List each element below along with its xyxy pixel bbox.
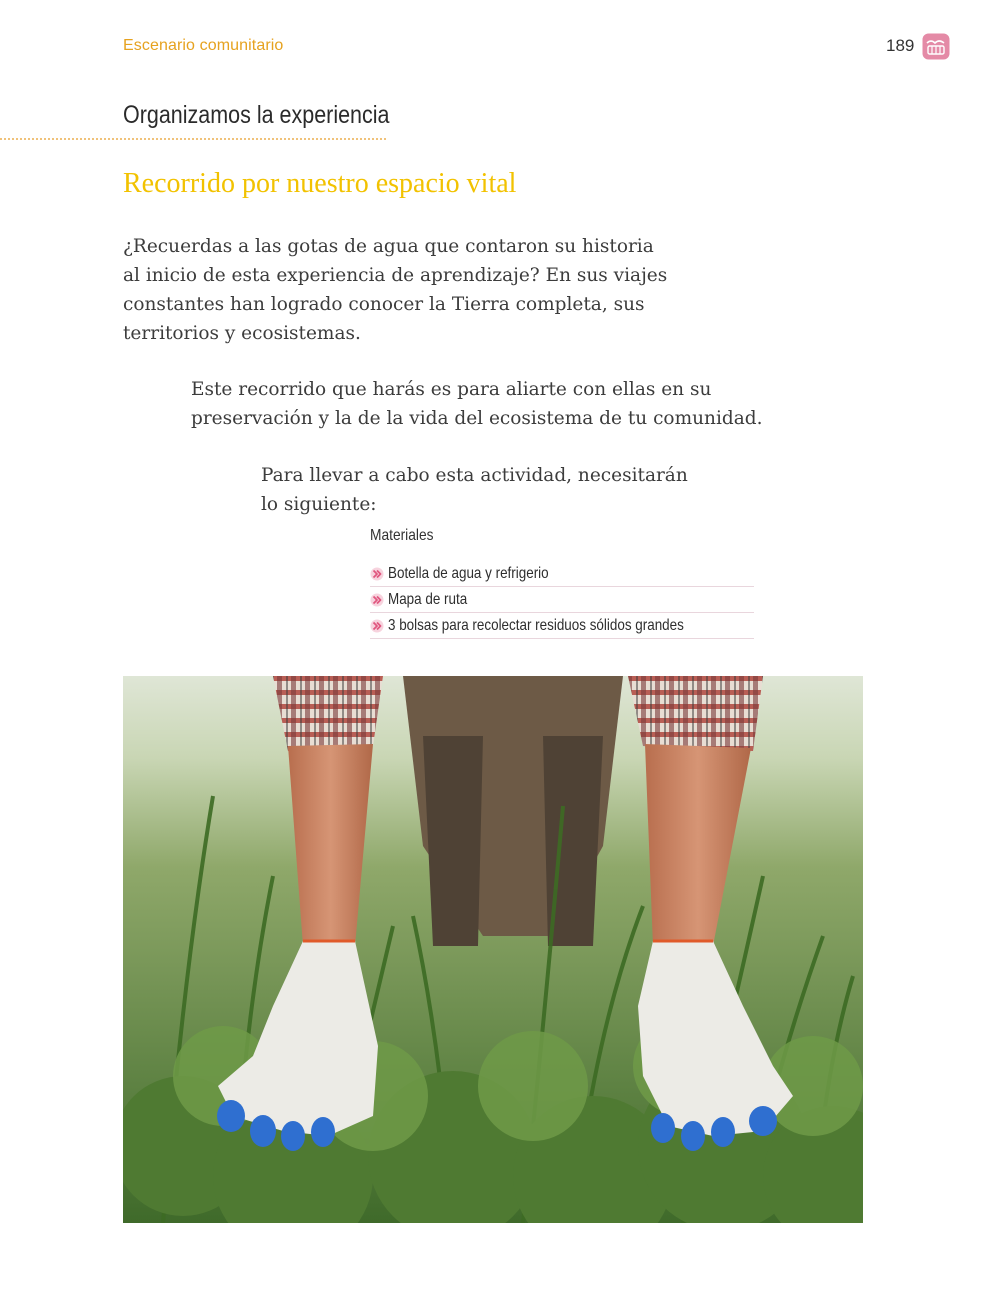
requirements-paragraph — [261, 461, 741, 519]
page-number: 189 — [886, 36, 915, 55]
purpose-paragraph — [191, 375, 831, 433]
material-item-label: 3 bolsas para recolectar residuos sólidos grandes — [388, 616, 684, 634]
material-item-label: Mapa de ruta — [388, 590, 468, 608]
double-chevron-right-icon — [370, 567, 384, 581]
materials-list — [370, 561, 754, 639]
list-item — [370, 587, 754, 613]
requirements-line: Para llevar a cabo esta actividad, necesitarán — [261, 465, 688, 486]
materials-heading: Materiales — [370, 527, 434, 544]
double-chevron-right-icon — [370, 619, 384, 633]
section-title: Organizamos la experiencia — [123, 101, 390, 129]
gloved-hands-in-vegetation-photo — [123, 676, 863, 1223]
section-title-underline — [0, 138, 386, 140]
material-item-label: Botella de agua y refrigerio — [388, 564, 549, 582]
running-header-scenario: Escenario comunitario — [123, 37, 284, 54]
intro-paragraph — [123, 232, 723, 348]
intro-line: territorios y ecosistemas. — [123, 323, 361, 344]
requirements-line: lo siguiente: — [261, 494, 377, 515]
intro-line: al inicio de esta experiencia de aprendizaje? En sus viajes — [123, 265, 668, 286]
list-item — [370, 561, 754, 587]
activity-subtitle: Recorrido por nuestro espacio vital — [123, 168, 517, 199]
materials-box — [370, 527, 754, 639]
purpose-line: Este recorrido que harás es para aliarte con ellas en su — [191, 379, 712, 400]
list-item — [370, 613, 754, 639]
intro-line: ¿Recuerdas a las gotas de agua que contaron su historia — [123, 236, 654, 257]
double-chevron-right-icon — [370, 593, 384, 607]
book-logo-icon — [922, 33, 950, 60]
intro-line: constantes han logrado conocer la Tierra completa, sus — [123, 294, 645, 315]
purpose-line: preservación y la de la vida del ecosistema de tu comunidad. — [191, 408, 763, 429]
